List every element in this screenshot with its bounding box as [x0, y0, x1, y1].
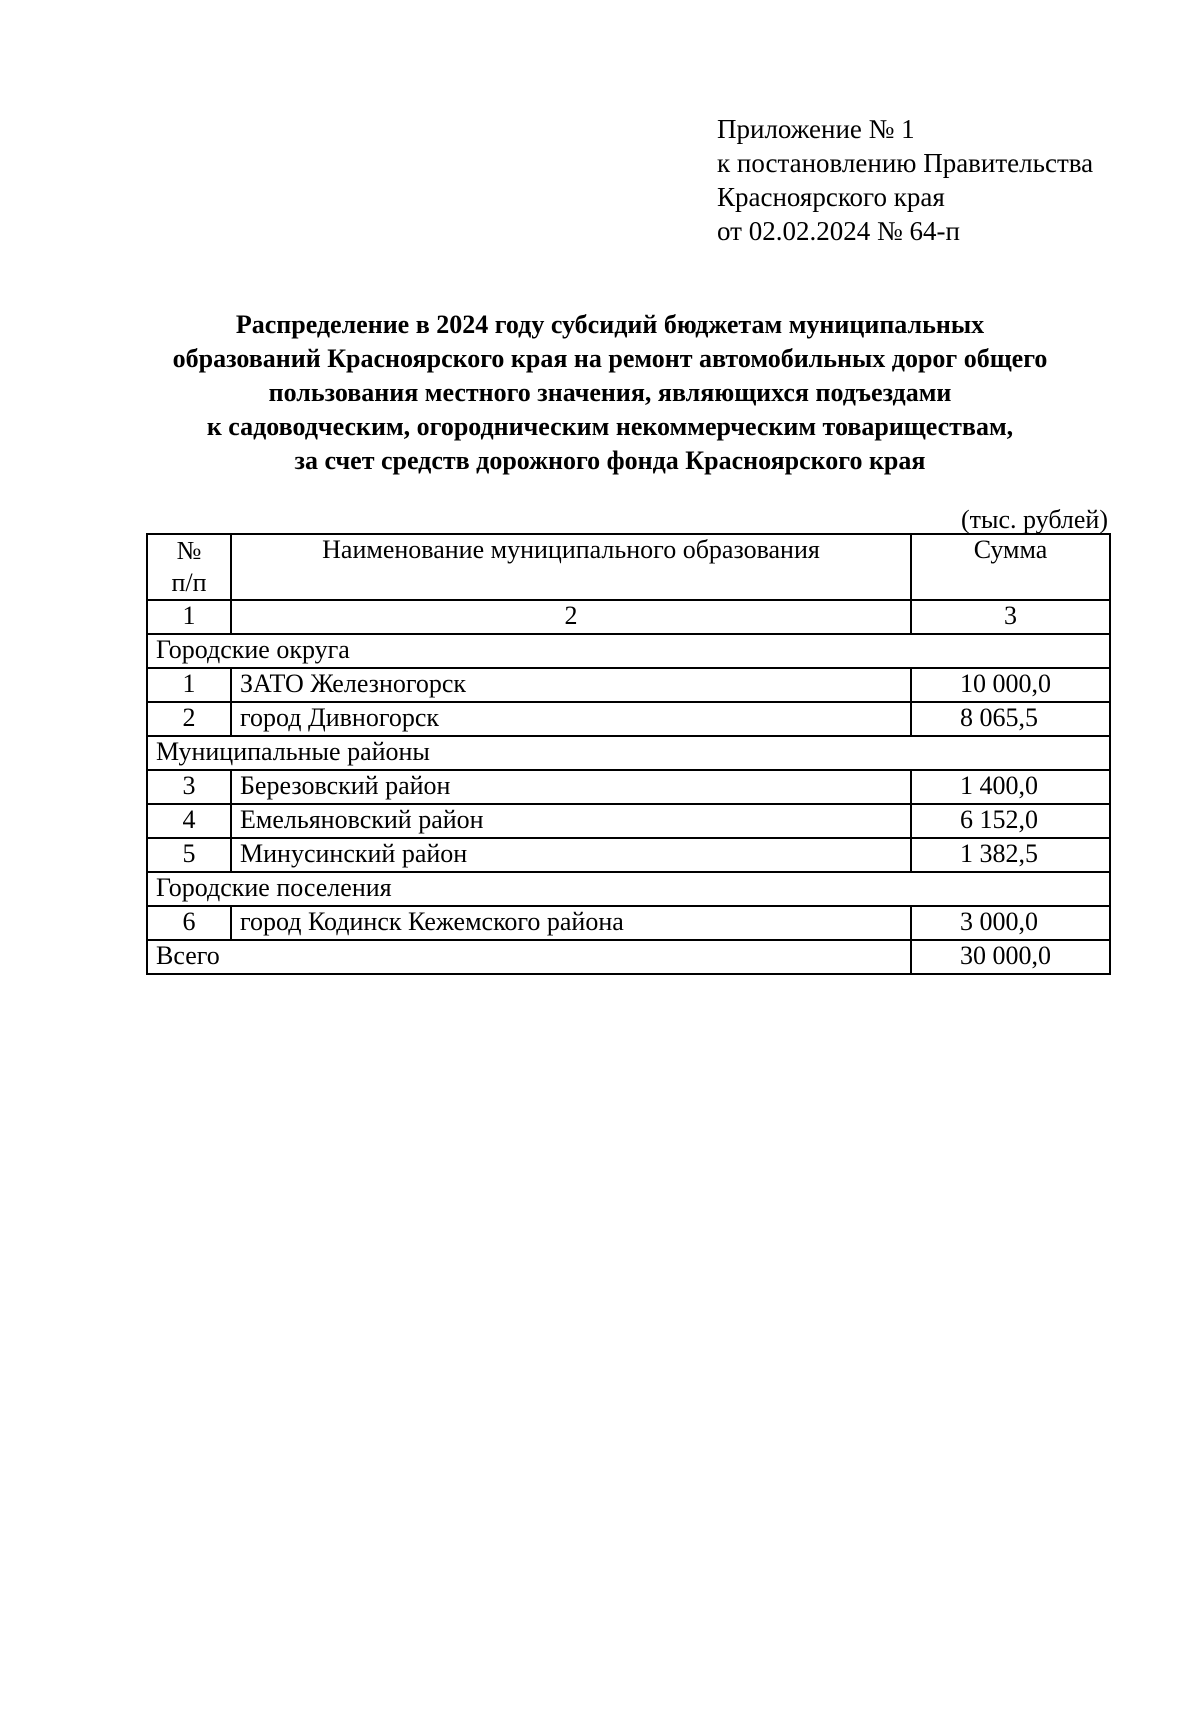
appendix-line-3: Красноярского края: [717, 182, 945, 212]
document-title: [130, 308, 1090, 478]
table-row: [147, 668, 1110, 702]
row-number: 5: [147, 838, 231, 872]
total-row: [147, 940, 1110, 974]
appendix-block: [717, 112, 1093, 248]
table-row: [147, 838, 1110, 872]
header-number: [147, 534, 231, 600]
appendix-line-1: Приложение № 1: [717, 114, 915, 144]
title-line-3: пользования местного значения, являющихся подъездами: [268, 378, 952, 407]
table-row: [147, 906, 1110, 940]
table-row: [147, 804, 1110, 838]
total-label: Всего: [147, 940, 911, 974]
column-numbers-row: [147, 600, 1110, 634]
row-name: город Кодинск Кежемского района: [231, 906, 911, 940]
row-name: Минусинский район: [231, 838, 911, 872]
header-number-symbol: №: [176, 536, 202, 565]
row-name: Емельяновский район: [231, 804, 911, 838]
group-row: [147, 634, 1110, 668]
row-name: ЗАТО Железногорск: [231, 668, 911, 702]
distribution-table: [146, 533, 1111, 975]
units-note: (тыс. рублей): [960, 505, 1108, 534]
table-row: [147, 702, 1110, 736]
appendix-line-2: к постановлению Правительства: [717, 148, 1094, 178]
header-name: Наименование муниципального образования: [231, 534, 911, 600]
header-number-abbrev: п/п: [171, 568, 207, 597]
header-amount: Сумма: [911, 534, 1110, 600]
row-amount: 1 400,0: [911, 770, 1110, 804]
row-name: город Дивногорск: [231, 702, 911, 736]
column-number-1: 1: [147, 600, 231, 634]
group-row: [147, 872, 1110, 906]
title-line-5: за счет средств дорожного фонда Красноярского края: [294, 446, 926, 475]
group-row: [147, 736, 1110, 770]
total-amount: 30 000,0: [911, 940, 1110, 974]
table-header-row: [147, 534, 1110, 600]
column-number-2: 2: [231, 600, 911, 634]
row-name: Березовский район: [231, 770, 911, 804]
row-amount: 1 382,5: [911, 838, 1110, 872]
row-amount: 8 065,5: [911, 702, 1110, 736]
row-number: 1: [147, 668, 231, 702]
row-number: 2: [147, 702, 231, 736]
table-row: [147, 770, 1110, 804]
column-number-3: 3: [911, 600, 1110, 634]
row-number: 4: [147, 804, 231, 838]
group-title: Городские поселения: [147, 872, 1110, 906]
title-line-2: образований Красноярского края на ремонт автомобильных дорог общего: [172, 344, 1048, 373]
row-amount: 6 152,0: [911, 804, 1110, 838]
row-amount: 10 000,0: [911, 668, 1110, 702]
group-title: Муниципальные районы: [147, 736, 1110, 770]
row-number: 6: [147, 906, 231, 940]
title-line-4: к садоводческим, огородническим некоммерческим товариществам,: [206, 412, 1014, 441]
row-amount: 3 000,0: [911, 906, 1110, 940]
appendix-line-4: от 02.02.2024 № 64-п: [717, 216, 960, 246]
title-line-1: Распределение в 2024 году субсидий бюджетам муниципальных: [235, 310, 985, 339]
row-number: 3: [147, 770, 231, 804]
group-title: Городские округа: [147, 634, 1110, 668]
